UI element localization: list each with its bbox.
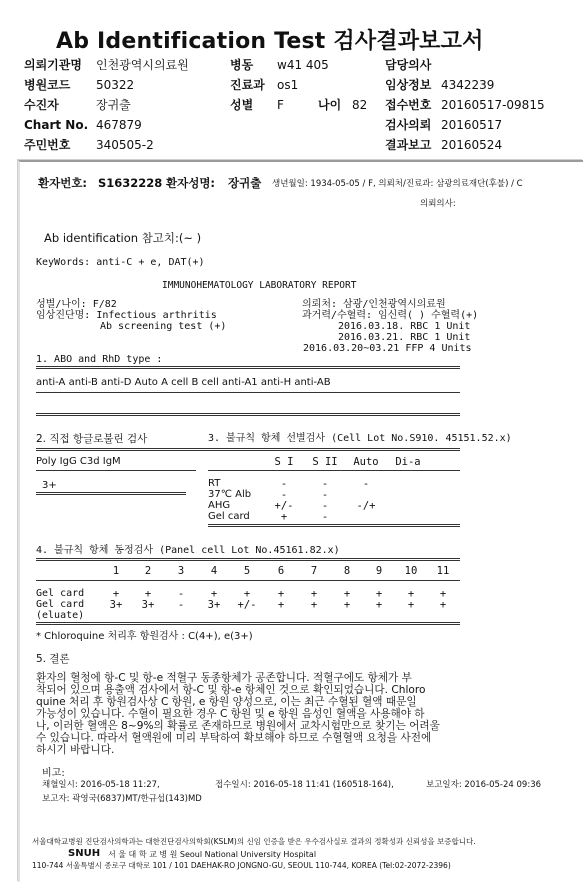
screen-phase: 37℃ Alb (208, 489, 252, 500)
screen-cell: - (280, 478, 288, 490)
label-chart-no: Chart No. (24, 118, 89, 132)
patient-name: 장귀출 (228, 176, 262, 190)
patient-name-label: 환자성명: (166, 176, 216, 190)
scanned-report (18, 160, 583, 882)
label-ward: 병동 (230, 58, 254, 72)
panel-col-header: 6 (277, 565, 285, 577)
diagnosis-2: Ab screening test (+) (100, 321, 227, 332)
keywords: KeyWords: anti-C + e, DAT(+) (36, 257, 205, 268)
panel-cell: + (310, 588, 318, 600)
certification-note: 서울대학교병원 진단검사의학과는 대한진단검사의학회(KSLM)의 신임 인증을 받은 우수검사실로 결과의 정확성과 신뢰성을 보증합니다. (32, 837, 476, 846)
label-age: 나이 (318, 98, 342, 112)
hospital-name: 서 울 대 학 교 병 원 Seoul National University Hospital (108, 850, 317, 859)
value-request-date: 20160517 (441, 118, 503, 132)
panel-cell: + (343, 588, 351, 600)
label-physician: 담당의사 (385, 58, 432, 72)
label-receipt-no: 접수번호 (385, 98, 432, 112)
section-dat-title: 2. 직접 항글로불린 검사 (36, 433, 148, 445)
value-department: os1 (277, 78, 299, 92)
conclusion-line: 수 있습니다. 따라서 혈액원에 미리 부탁하여 확보해야 하므로 수혈혈액 요청을 사전에 (36, 732, 432, 744)
panel-cell: 3+ (207, 599, 221, 611)
value-hospital-code: 50322 (96, 78, 135, 92)
section-panel-title: 4. 불규칙 항체 동정검사 (Panel cell Lot No.45161.82.x) (36, 545, 340, 556)
conclusion-line: 환자의 혈청에 항-C 및 항-e 적혈구 동종항체가 공존합니다. 적혈구에도 항체가 부 (36, 672, 412, 684)
panel-cell: + (210, 588, 218, 600)
dat-columns: Poly IgG C3d IgM (36, 456, 121, 467)
sex-age: 성별/나이: F/82 (36, 299, 117, 310)
transfusion-1: 2016.03.18. RBC 1 Unit (338, 321, 471, 332)
screen-cell: +/- (274, 500, 294, 512)
screen-col-header: Di-a (395, 456, 421, 468)
panel-cell: - (177, 599, 185, 611)
reference-title: Ab identification 참고치:(~ ) (44, 231, 202, 245)
panel-col-header: 1 (112, 565, 120, 577)
section-screen-title: 3. 불규칙 항체 선별검사 (Cell Lot No.S910. 45151.52.x) (208, 433, 512, 444)
panel-cell: 3+ (141, 599, 155, 611)
report-time: 보고일자: 2016-05-24 09:36 (426, 780, 542, 790)
label-hospital-code: 병원코드 (24, 78, 71, 92)
screen-cell: - (321, 478, 329, 490)
patient-number-label: 환자번호: (38, 176, 88, 190)
screen-phase: RT (208, 478, 221, 489)
value-institution: 인천광역시의료원 (96, 58, 189, 72)
screen-cell: - (280, 489, 288, 501)
value-chart-no: 467879 (96, 118, 142, 132)
panel-col-header: 2 (144, 565, 152, 577)
label-sex: 성별 (230, 98, 254, 112)
label-request-date: 검사의뢰 (385, 118, 432, 132)
value-ward: w41 405 (277, 58, 329, 72)
conclusion-line: 착되어 있으며 용출액 검사에서 항-C 및 항-e 항체인 것으로 확인되었습니다. Chloro (36, 684, 426, 696)
screen-cell: - (321, 500, 329, 512)
diagnosis-1: 임상진단명: Infectious arthritis (36, 310, 217, 321)
screen-cell: - (321, 489, 329, 501)
receipt-time: 접수일시: 2016-05-18 11:41 (160518-164), (215, 780, 394, 790)
conclusion-line: quine 처리 후 항원검사상 C 항원, e 항원 양성으로, 이는 최근 수혈된 혈액 때문일 (36, 696, 417, 708)
screen-phase: Gel card (208, 511, 250, 522)
patient-birth-referral: 생년월일: 1934-05-05 / F, 의뢰처/진료과: 삼광의료재단(후불) / C (272, 179, 523, 189)
panel-cell: - (177, 588, 185, 600)
report-title: Ab Identification Test 검사결과보고서 (56, 29, 484, 54)
panel-eluate-label: (eluate) (36, 610, 85, 621)
label-institution: 의뢰기관명 (24, 58, 82, 72)
screen-phase: AHG (208, 500, 231, 511)
panel-cell: + (310, 599, 318, 611)
panel-cell: + (243, 588, 251, 600)
panel-cell: + (112, 588, 120, 600)
label-resident-no: 주민번호 (24, 138, 71, 152)
panel-cell: 3+ (109, 599, 123, 611)
screen-cell: -/+ (356, 500, 376, 512)
screen-cell: + (280, 511, 288, 523)
value-report-date: 20160524 (441, 138, 503, 152)
remarks-label: 비고: (42, 768, 65, 779)
panel-col-header: 9 (375, 565, 383, 577)
transfusion-2: 2016.03.21. RBC 1 Unit (338, 332, 471, 343)
panel-col-header: 3 (177, 565, 185, 577)
value-patient: 장귀출 (96, 98, 131, 112)
reporter: 보고자: 곽영국(6837)MT/한규섭(143)MD (42, 794, 202, 804)
value-receipt-no: 20160517-09815 (441, 98, 545, 112)
screen-col-header: Auto (353, 456, 379, 468)
panel-cell: + (375, 588, 383, 600)
panel-cell: + (277, 599, 285, 611)
value-clinical-info: 4342239 (441, 78, 495, 92)
panel-col-header: 8 (343, 565, 351, 577)
panel-row-label: Gel card (36, 599, 85, 610)
panel-cell: + (343, 599, 351, 611)
label-clinical-info: 임상정보 (385, 78, 432, 92)
section-abo-title: 1. ABO and RhD type : (36, 354, 163, 365)
label-department: 진료과 (230, 78, 265, 92)
lab-report-title: IMMUNOHEMATOLOGY LABORATORY REPORT (162, 280, 357, 291)
referring-doctor: 의뢰의사: (420, 199, 456, 209)
panel-col-header: 11 (436, 565, 450, 577)
panel-col-header: 10 (404, 565, 418, 577)
label-report-date: 결과보고 (385, 138, 432, 152)
snuh-logo: SNUH (68, 848, 101, 859)
panel-cell: + (439, 599, 447, 611)
value-resident-no: 340505-2 (96, 138, 154, 152)
panel-col-header: 7 (310, 565, 318, 577)
patient-number: S1632228 (98, 176, 163, 190)
panel-cell: +/- (237, 599, 257, 611)
panel-col-header: 4 (210, 565, 218, 577)
conclusion-line: 나, 이러한 혈액은 8~9%의 확률로 존재하므로 병원에서 교차시험만으로 찾기는 어려울 (36, 720, 440, 732)
screen-col-header: S I (274, 456, 294, 468)
panel-cell: + (375, 599, 383, 611)
panel-cell: + (407, 599, 415, 611)
collection-time: 채혈일시: 2016-05-18 11:27, (42, 780, 160, 790)
value-age: 82 (352, 98, 368, 112)
panel-col-header: 5 (243, 565, 251, 577)
transfusion-history: 과거력/수혈력: 임신력( ) 수혈력(+) (302, 310, 479, 321)
value-sex: F (277, 98, 284, 112)
referral-institution: 의뢰처: 삼광/인천광역시의료원 (302, 299, 446, 310)
screen-col-header: S II (312, 456, 338, 468)
panel-row-label: Gel card (36, 588, 85, 599)
label-patient: 수진자 (24, 98, 59, 112)
transfusion-3: 2016.03.20~03.21 FFP 4 Units (303, 343, 472, 354)
chloroquine-note: * Chloroquine 처리후 항원검사 : C(4+), e(3+) (36, 631, 253, 642)
dat-value: 3+ (42, 480, 57, 491)
panel-cell: + (439, 588, 447, 600)
abo-columns: anti-A anti-B anti-D Auto A cell B cell anti-A1 anti-H anti-AB (36, 377, 331, 388)
screen-cell: - (362, 478, 370, 490)
hospital-address: 110-744 서울특별시 종로구 대학로 101 / 101 DAEHAK-RO JONGNO-GU, SEOUL 110-744, KOREA (Tel:02-2072-2396) (32, 861, 451, 870)
section-conclusion-title: 5. 결론 (36, 653, 70, 665)
panel-cell: + (277, 588, 285, 600)
panel-cell: + (144, 588, 152, 600)
panel-cell: + (407, 588, 415, 600)
screen-cell: - (321, 511, 329, 523)
conclusion-line: 가능성이 있습니다. 수혈이 필요한 경우 C 항원 및 e 항원 음성인 혈액을 사용해야 하 (36, 708, 425, 720)
conclusion-line: 하시기 바랍니다. (36, 744, 115, 756)
